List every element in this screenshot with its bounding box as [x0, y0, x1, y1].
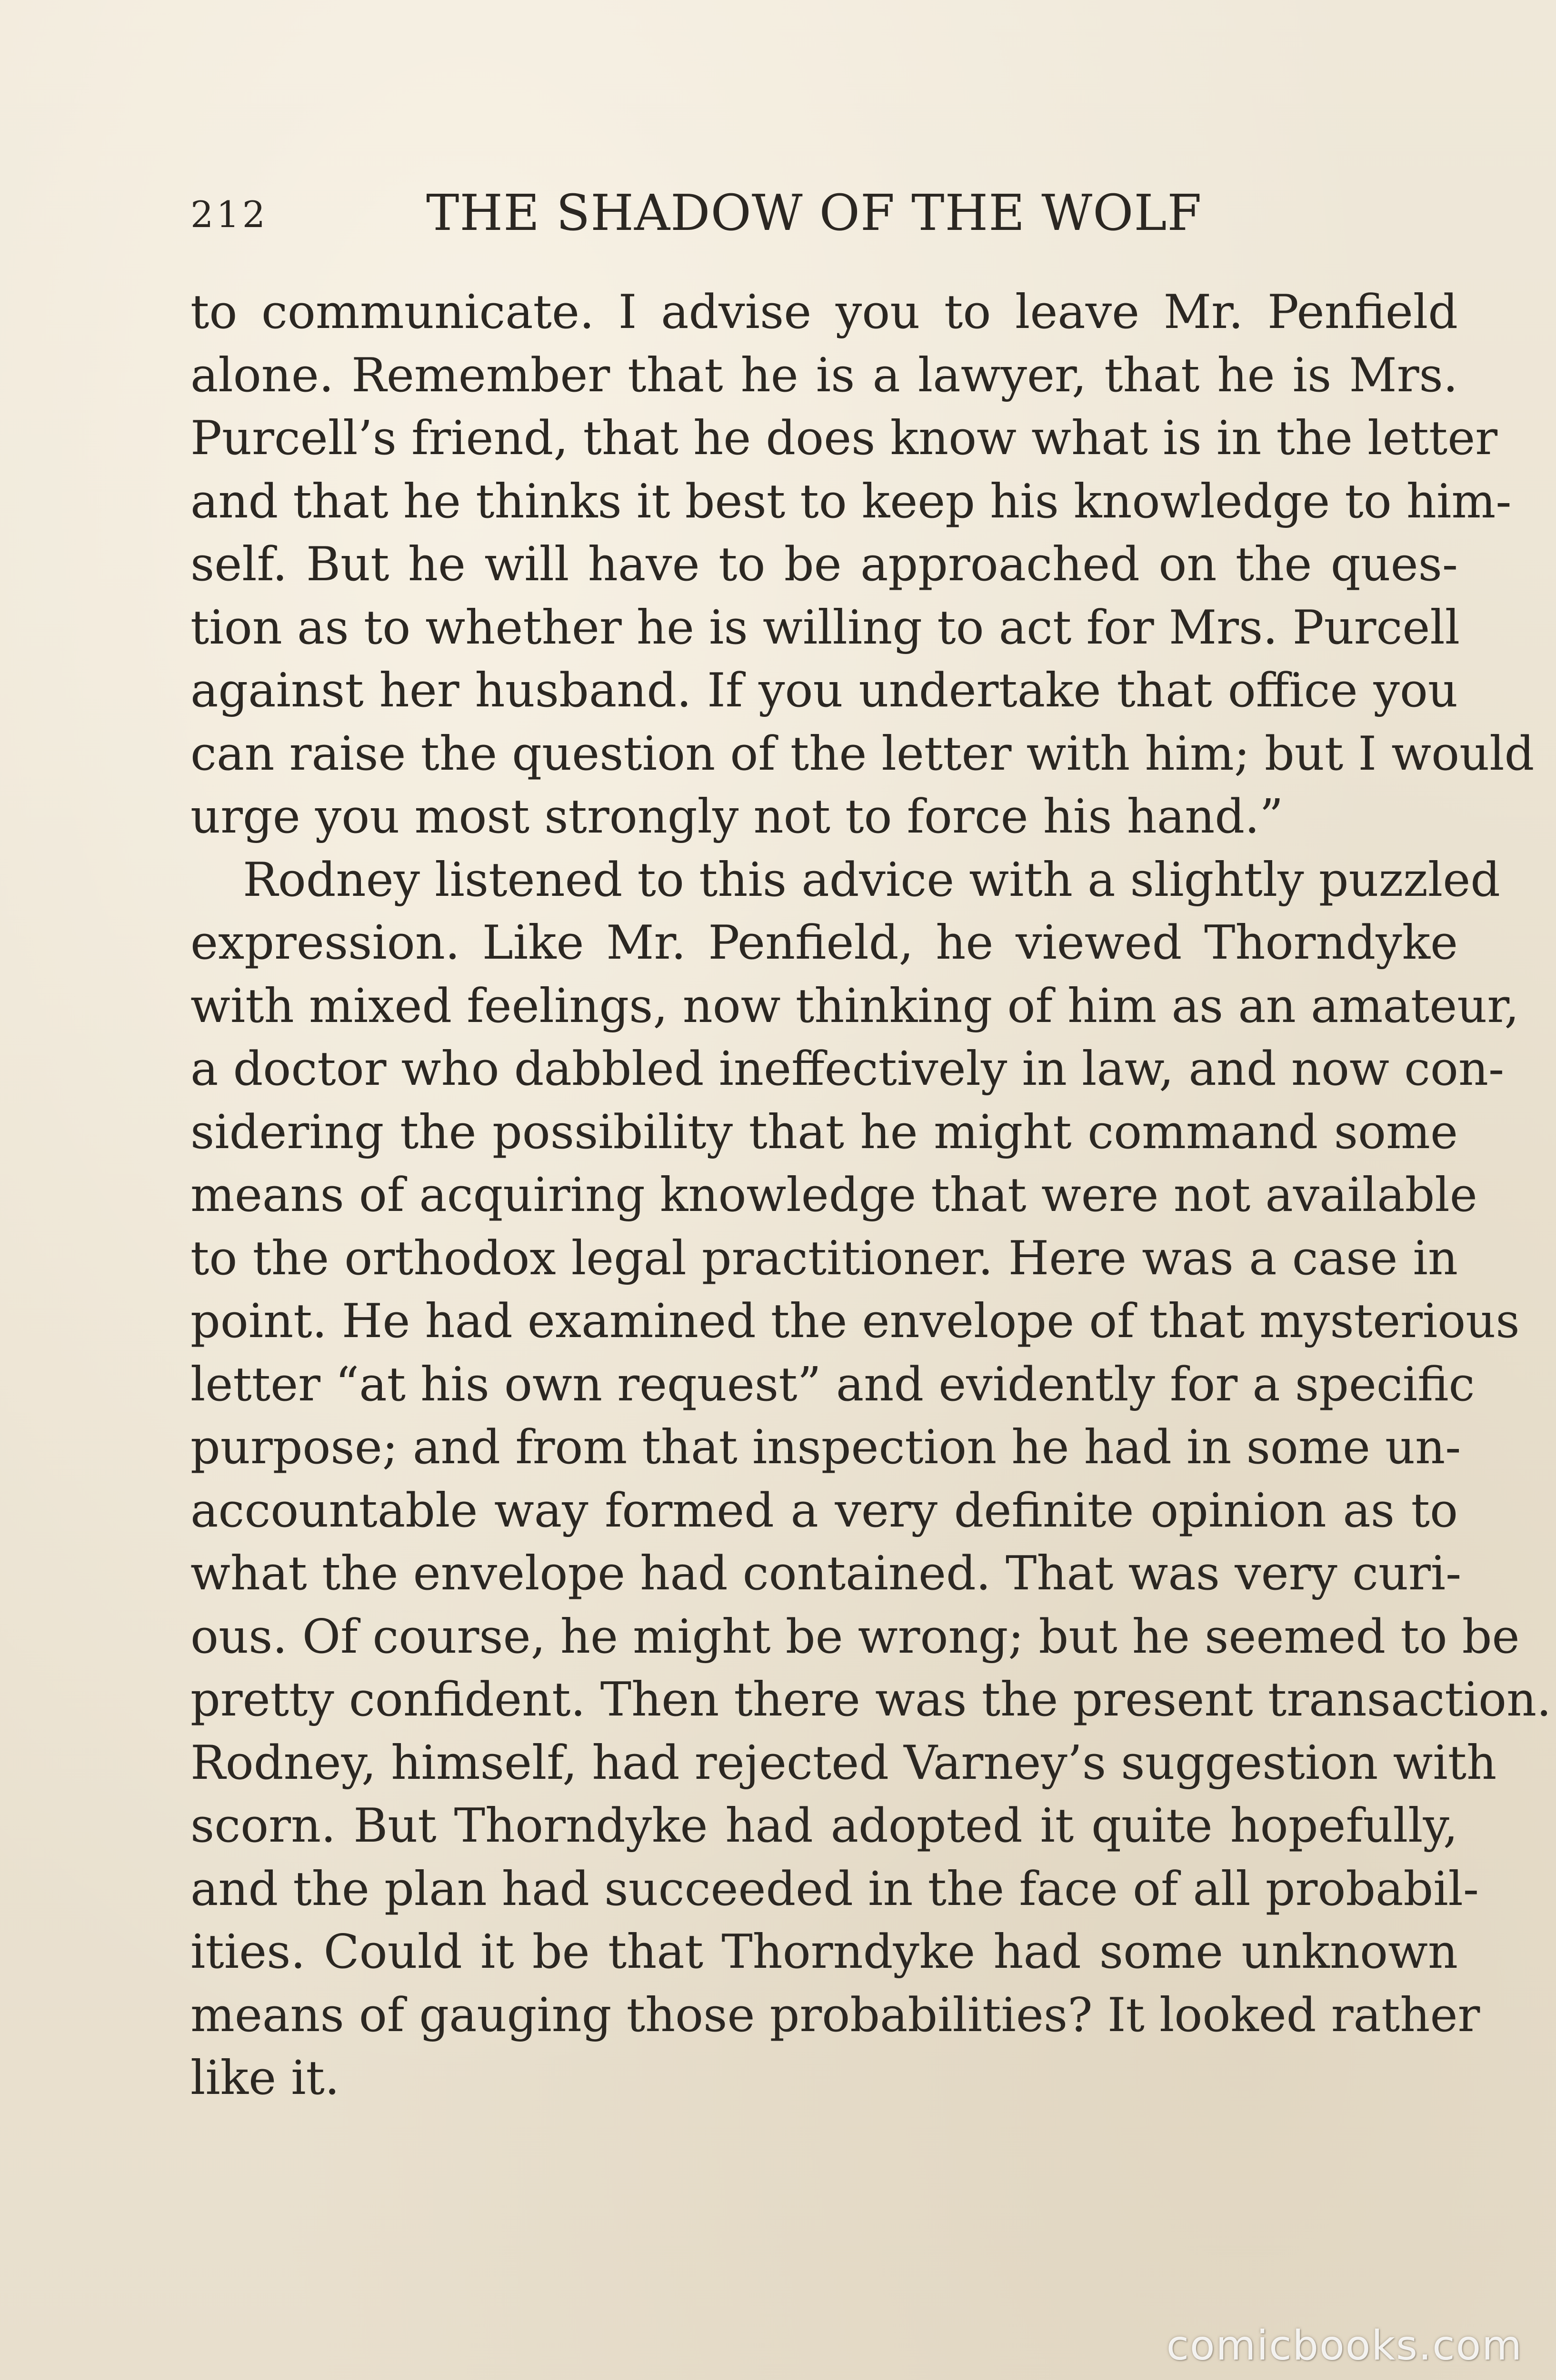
text-line: a doctor who dabbled ineffectively in law, and now con-	[190, 1042, 1505, 1096]
text-line: means of acquiring knowledge that were not available	[190, 1168, 1477, 1222]
text-line: scorn. But Thorndyke had adopted it quite hopefully,	[190, 1799, 1458, 1853]
text-line: urge you most strongly not to force his hand.”	[190, 790, 1284, 844]
text-line: ous. Of course, he might be wrong; but he seemed to be	[190, 1609, 1520, 1664]
text-line: letter “at his own request” and evidently for a specific	[190, 1357, 1475, 1412]
text-line: Purcell’s friend, that he does know what is in the letter	[190, 411, 1498, 466]
text-line: can raise the question of the letter with him; but I would	[190, 726, 1535, 781]
running-title: THE SHADOW OF THE WOLF	[426, 184, 1202, 242]
text-line: purpose; and from that inspection he had in some un-	[190, 1420, 1461, 1475]
text-line: to communicate. I advise you to leave Mr. Penfield	[190, 285, 1458, 339]
text-line: pretty confident. Then there was the present transaction.	[190, 1673, 1552, 1727]
watermark: comicbooks.com	[1166, 2322, 1523, 2370]
running-head	[190, 184, 1466, 255]
text-line: and the plan had succeeded in the face of all probabil-	[190, 1862, 1479, 1916]
text-line: accountable way formed a very definite opinion as to	[190, 1483, 1458, 1538]
text-line: tion as to whether he is willing to act for Mrs. Purcell	[190, 600, 1460, 655]
text-line: alone. Remember that he is a lawyer, that he is Mrs.	[190, 348, 1458, 403]
text-line: Rodney listened to this advice with a slightly puzzled	[243, 853, 1500, 907]
text-line: point. He had examined the envelope of that mysterious	[190, 1294, 1520, 1349]
page-number: 212	[190, 193, 269, 236]
text-line: expression. Like Mr. Penfield, he viewed Thorndyke	[190, 916, 1458, 970]
text-line: against her husband. If you undertake that office you	[190, 664, 1458, 718]
text-line: like it.	[190, 2051, 340, 2105]
body-text	[190, 281, 1552, 2110]
text-line: Rodney, himself, had rejected Varney’s suggestion with	[190, 1735, 1497, 1790]
text-line: to the orthodox legal practitioner. Here was a case in	[190, 1231, 1458, 1286]
text-line: ities. Could it be that Thorndyke had some unknown	[190, 1925, 1458, 1979]
text-line: with mixed feelings, now thinking of him as an amateur,	[190, 979, 1519, 1033]
text-line: self. But he will have to be approached on the ques-	[190, 537, 1458, 592]
text-line: what the envelope had contained. That was very curi-	[190, 1547, 1462, 1601]
text-line: means of gauging those probabilities? It looked rather	[190, 1988, 1480, 2043]
text-line: sidering the possibility that he might command some	[190, 1105, 1458, 1160]
text-line: and that he thinks it best to keep his knowledge to him-	[190, 474, 1512, 529]
